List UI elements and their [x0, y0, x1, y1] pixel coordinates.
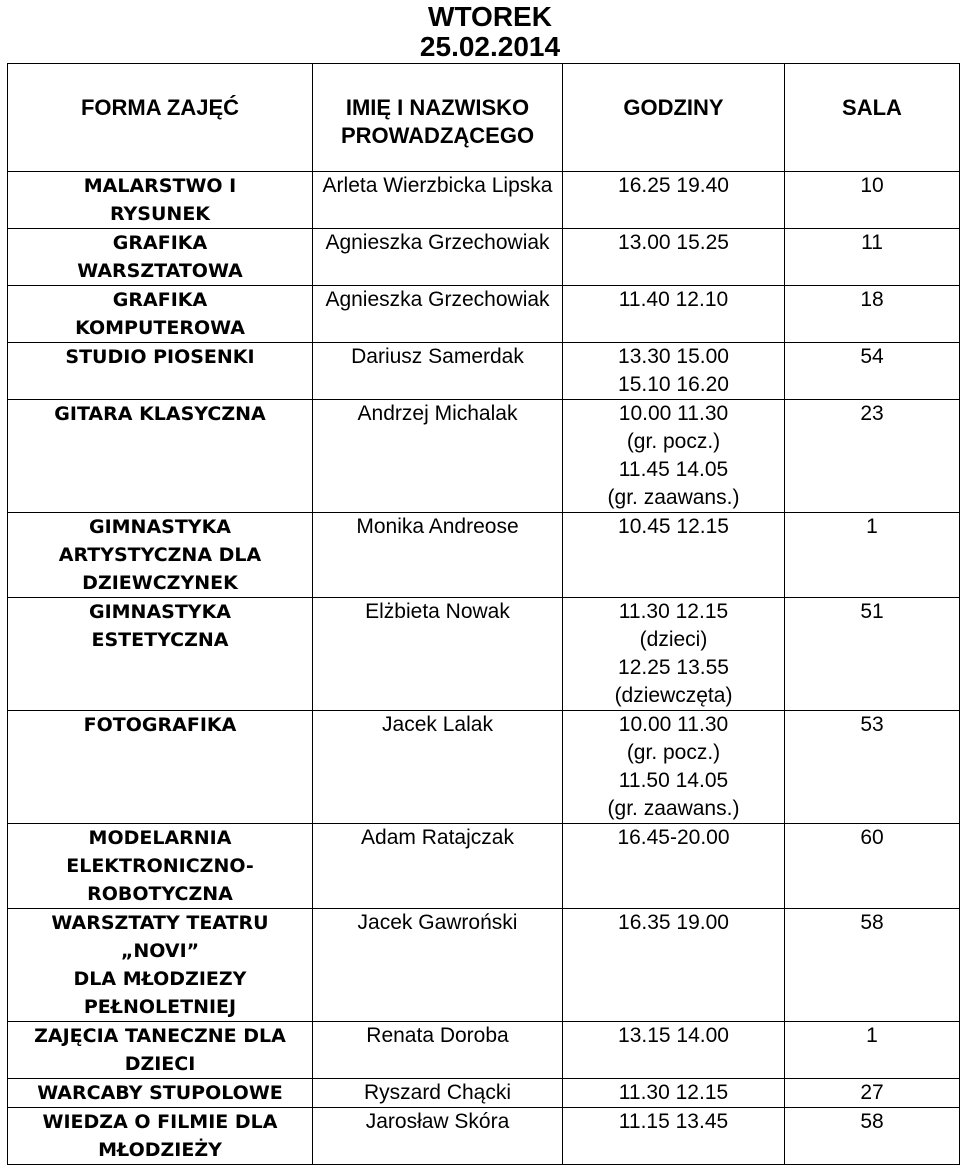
table-row — [8, 513, 960, 598]
room-cell: 58 — [785, 909, 960, 1022]
hours-cell-line: 16.35 19.00 — [618, 911, 729, 934]
hours-cell-line: (dziewczęta) — [614, 684, 733, 707]
room-cell: 54 — [785, 343, 960, 400]
hours-cell-line: 11.50 14.05 — [618, 769, 729, 792]
table-row — [8, 343, 960, 400]
hours-cell-line: 11.40 12.10 — [618, 288, 729, 311]
form-cell — [8, 513, 313, 598]
teacher-cell: Agnieszka Grzechowiak — [313, 229, 563, 286]
form-cell — [8, 824, 313, 909]
teacher-cell: Monika Andreose — [313, 513, 563, 598]
form-cell-line: MODELARNIA — [88, 827, 232, 849]
form-cell-line: PEŁNOLETNIEJ — [83, 996, 237, 1018]
form-cell-line: ARTYSTYCZNA DLA — [58, 544, 262, 566]
hours-cell-line: 11.30 12.15 — [618, 1081, 729, 1104]
hours-cell — [563, 824, 785, 909]
hours-cell-line: 10.00 11.30 — [618, 402, 729, 425]
form-cell — [8, 343, 313, 400]
header-room: SALA — [785, 64, 960, 172]
table-row — [8, 909, 960, 1022]
form-cell-line: ROBOTYCZNA — [87, 883, 233, 905]
teacher-cell: Adam Ratajczak — [313, 824, 563, 909]
hours-cell — [563, 1022, 785, 1079]
room-cell: 1 — [785, 1022, 960, 1079]
hours-cell — [563, 1079, 785, 1108]
table-row — [8, 286, 960, 343]
teacher-cell: Jarosław Skóra — [313, 1108, 563, 1165]
table-row — [8, 400, 960, 513]
header-teacher — [313, 64, 563, 172]
table-row — [8, 1079, 960, 1108]
form-cell-line: WIEDZA O FILMIE DLA — [42, 1111, 278, 1133]
room-cell: 11 — [785, 229, 960, 286]
form-cell-line: WARSZTATY TEATRU — [51, 912, 269, 934]
form-cell — [8, 172, 313, 229]
header-row — [8, 64, 960, 172]
hours-cell-line: 13.30 15.00 — [618, 345, 729, 368]
table-row — [8, 1022, 960, 1079]
hours-cell — [563, 711, 785, 824]
schedule-table — [7, 63, 960, 1165]
form-cell-line: WARCABY STUPOLOWE — [37, 1082, 283, 1104]
room-cell: 53 — [785, 711, 960, 824]
hours-cell — [563, 343, 785, 400]
form-cell-line: GRAFIKA — [112, 289, 208, 311]
form-cell-line: „NOVI” — [120, 940, 200, 962]
teacher-cell: Elżbieta Nowak — [313, 598, 563, 711]
table-row — [8, 172, 960, 229]
teacher-cell: Arleta Wierzbicka Lipska — [313, 172, 563, 229]
hours-cell-line: 16.45-20.00 — [617, 826, 730, 849]
room-cell: 10 — [785, 172, 960, 229]
table-row — [8, 598, 960, 711]
form-cell-line: MALARSTWO I — [83, 175, 237, 197]
hours-cell — [563, 172, 785, 229]
room-cell: 23 — [785, 400, 960, 513]
form-cell-line: KOMPUTEROWA — [75, 317, 245, 339]
header-form: FORMA ZAJĘĆ — [8, 64, 313, 172]
hours-cell-line: 13.00 15.25 — [618, 231, 729, 254]
room-cell: 60 — [785, 824, 960, 909]
form-cell — [8, 1079, 313, 1108]
form-cell — [8, 229, 313, 286]
hours-cell — [563, 286, 785, 343]
form-cell — [8, 598, 313, 711]
hours-cell-line: 16.25 19.40 — [618, 174, 729, 197]
form-cell — [8, 1022, 313, 1079]
form-cell-line: DZIECI — [124, 1053, 196, 1075]
day-title: WTOREK — [428, 1, 552, 32]
form-cell — [8, 1108, 313, 1165]
form-cell-line: ESTETYCZNA — [91, 629, 229, 651]
hours-cell — [563, 909, 785, 1022]
form-cell-line: GIMNASTYKA — [88, 601, 231, 623]
teacher-cell: Jacek Gawroński — [313, 909, 563, 1022]
form-cell-line: GRAFIKA — [112, 232, 208, 254]
header-teacher-line2: PROWADZĄCEGO — [340, 123, 535, 148]
hours-cell-line: 10.45 12.15 — [618, 515, 729, 538]
form-cell — [8, 400, 313, 513]
header-hours: GODZINY — [563, 64, 785, 172]
hours-cell-line: 11.30 12.15 — [618, 600, 729, 623]
form-cell-line: GIMNASTYKA — [88, 516, 231, 538]
form-cell-line: STUDIO PIOSENKI — [65, 346, 255, 368]
table-row — [8, 1108, 960, 1165]
hours-cell-line: (gr. zaawans.) — [607, 486, 740, 509]
hours-cell-line: (dzieci) — [639, 628, 708, 651]
table-row — [8, 824, 960, 909]
teacher-cell: Dariusz Samerdak — [313, 343, 563, 400]
room-cell: 18 — [785, 286, 960, 343]
teacher-cell: Ryszard Chącki — [313, 1079, 563, 1108]
hours-cell — [563, 229, 785, 286]
hours-cell-line: (gr. zaawans.) — [607, 797, 740, 820]
hours-cell-line: 12.25 13.55 — [618, 656, 729, 679]
teacher-cell: Jacek Lalak — [313, 711, 563, 824]
form-cell-line: ELEKTRONICZNO- — [66, 855, 254, 877]
form-cell — [8, 711, 313, 824]
form-cell-line: DZIEWCZYNEK — [82, 572, 238, 594]
form-cell-line: FOTOGRAFIKA — [83, 714, 237, 736]
hours-cell-line: 10.00 11.30 — [618, 713, 729, 736]
room-cell: 27 — [785, 1079, 960, 1108]
hours-cell — [563, 513, 785, 598]
teacher-cell: Agnieszka Grzechowiak — [313, 286, 563, 343]
form-cell-line: MŁODZIEŻY — [98, 1139, 222, 1161]
table-row — [8, 711, 960, 824]
hours-cell-line: (gr. pocz.) — [626, 741, 721, 764]
table-row — [8, 229, 960, 286]
room-cell: 58 — [785, 1108, 960, 1165]
hours-cell-line: 15.10 16.20 — [618, 373, 729, 396]
header-teacher-line1: IMIĘ I NAZWISKO — [345, 95, 530, 120]
date-title: 25.02.2014 — [419, 31, 561, 62]
room-cell: 51 — [785, 598, 960, 711]
form-cell-line: RYSUNEK — [109, 203, 211, 225]
hours-cell-line: 11.45 14.05 — [618, 458, 729, 481]
hours-cell-line: 13.15 14.00 — [618, 1024, 729, 1047]
form-cell — [8, 286, 313, 343]
form-cell-line: DLA MŁODZIEZY — [73, 968, 247, 990]
hours-cell-line: (gr. pocz.) — [626, 430, 721, 453]
teacher-cell: Renata Doroba — [313, 1022, 563, 1079]
form-cell-line: ZAJĘCIA TANECZNE DLA — [34, 1025, 286, 1047]
room-cell: 1 — [785, 513, 960, 598]
hours-cell-line: 11.15 13.45 — [618, 1110, 729, 1133]
hours-cell — [563, 598, 785, 711]
form-cell-line: WARSZTATOWA — [77, 260, 243, 282]
hours-cell — [563, 400, 785, 513]
form-cell — [8, 909, 313, 1022]
teacher-cell: Andrzej Michalak — [313, 400, 563, 513]
hours-cell — [563, 1108, 785, 1165]
form-cell-line: GITARA KLASYCZNA — [54, 403, 266, 425]
